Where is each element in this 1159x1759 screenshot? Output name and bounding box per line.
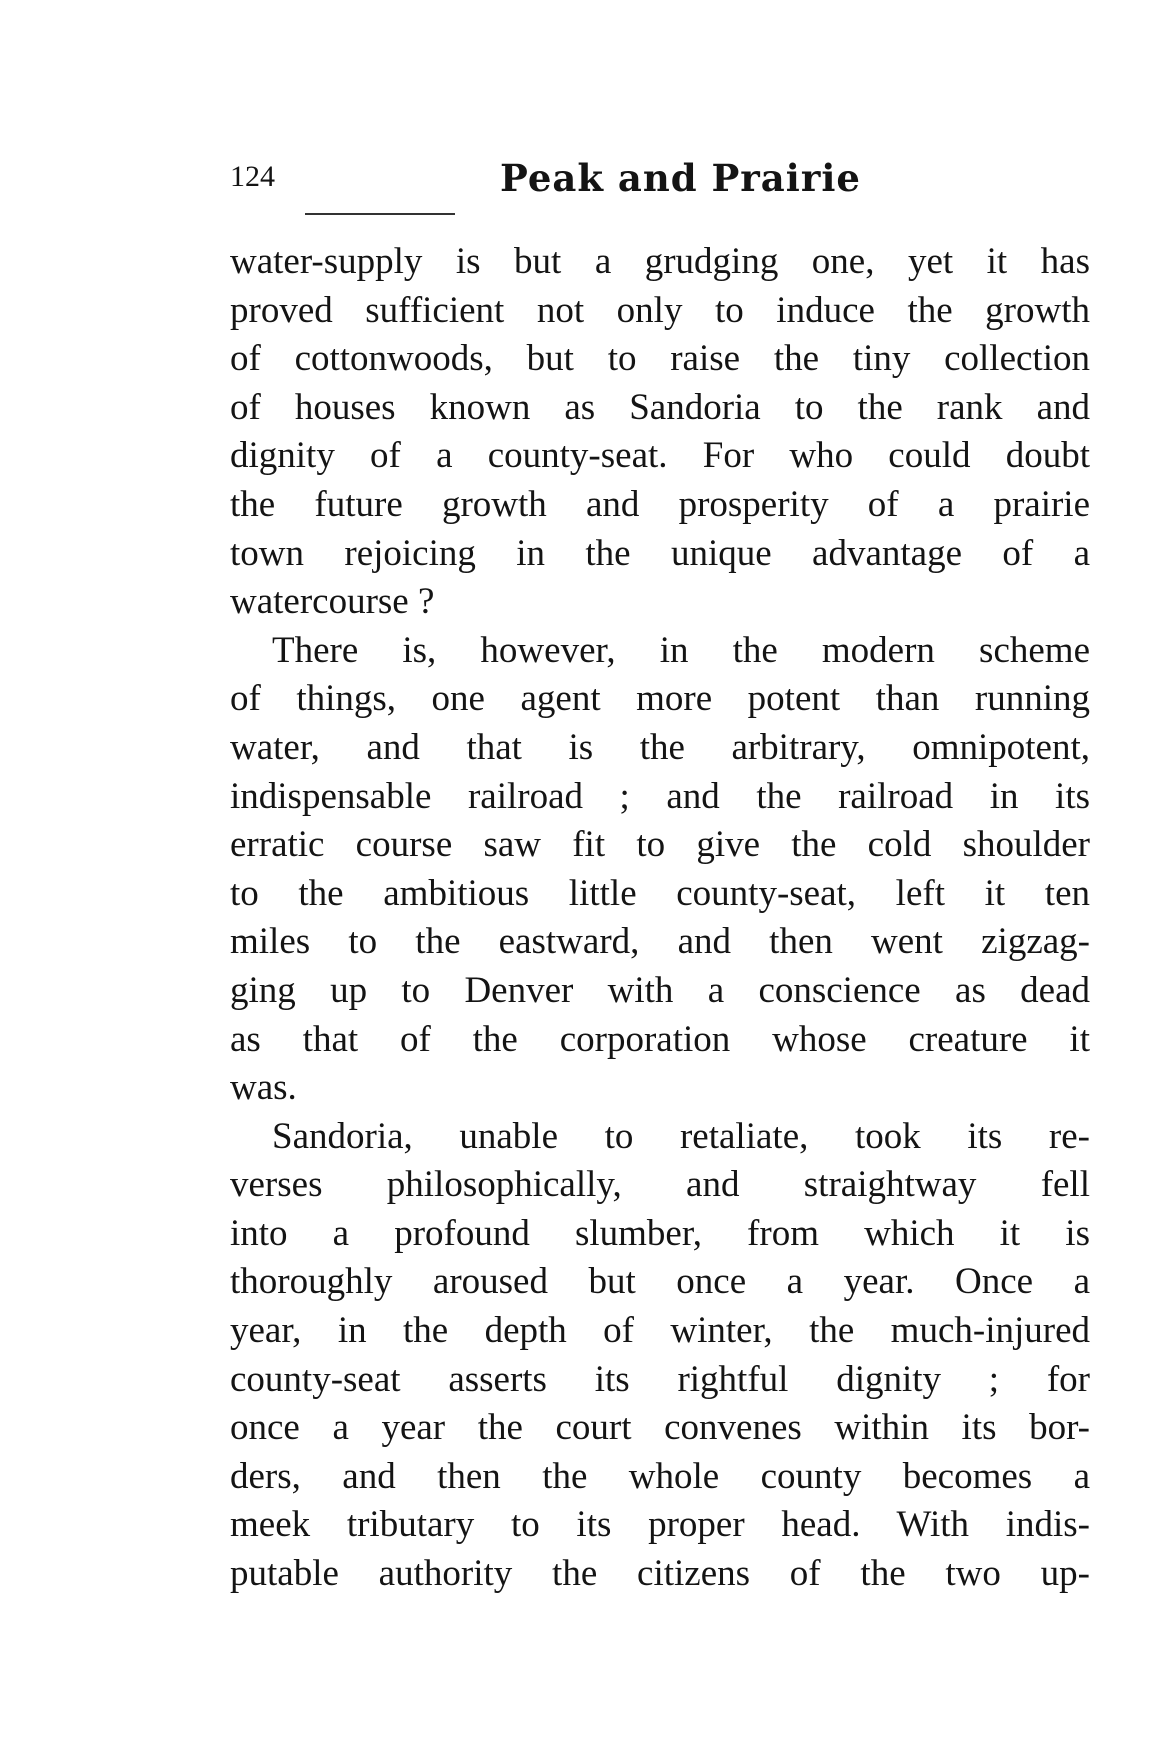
text-line: Sandoria, unable to retaliate, took its re- bbox=[272, 1115, 1090, 1157]
text-line: There is, however, in the modern scheme bbox=[272, 629, 1090, 671]
text-line: watercourse ? bbox=[230, 581, 435, 623]
text-line: of things, one agent more potent than running bbox=[230, 678, 1090, 720]
body-text bbox=[230, 238, 1090, 1599]
text-line: water, and that is the arbitrary, omnipotent, bbox=[230, 726, 1090, 768]
text-line: meek tributary to its proper head. With indis- bbox=[230, 1504, 1090, 1546]
text-line: the future growth and prosperity of a prairie bbox=[230, 483, 1090, 525]
text-line: county-seat asserts its rightful dignity ; for bbox=[230, 1358, 1090, 1400]
page-number: 124 bbox=[230, 160, 275, 193]
text-line: once a year the court convenes within its bor- bbox=[230, 1407, 1090, 1449]
paragraph-1 bbox=[230, 238, 1090, 627]
text-line: water-supply is but a grudging one, yet it has bbox=[230, 241, 1090, 282]
text-line: was. bbox=[230, 1067, 297, 1109]
page-header bbox=[230, 156, 1090, 206]
paragraph-2 bbox=[230, 627, 1090, 1113]
text-line: dignity of a county-seat. For who could doubt bbox=[230, 435, 1090, 477]
text-line: ging up to Denver with a conscience as dead bbox=[230, 969, 1090, 1011]
text-line: into a profound slumber, from which it is bbox=[230, 1212, 1090, 1254]
text-line: town rejoicing in the unique advantage of a bbox=[230, 532, 1090, 574]
text-line: proved sufficient not only to induce the growth bbox=[230, 289, 1090, 331]
header-rule bbox=[305, 213, 455, 215]
text-line: ders, and then the whole county becomes a bbox=[230, 1455, 1090, 1497]
text-line: as that of the corporation whose creature it bbox=[230, 1018, 1090, 1060]
text-line: verses philosophically, and straightway fell bbox=[230, 1164, 1090, 1206]
text-line: of cottonwoods, but to raise the tiny collection bbox=[230, 338, 1090, 380]
paragraph-3 bbox=[230, 1113, 1090, 1599]
text-line: indispensable railroad ; and the railroad in its bbox=[230, 775, 1090, 817]
text-line: to the ambitious little county-seat, left it ten bbox=[230, 872, 1090, 914]
running-title: Peak and Prairie bbox=[500, 156, 861, 200]
text-line: of houses known as Sandoria to the rank and bbox=[230, 386, 1090, 428]
text-line: putable authority the citizens of the two up- bbox=[230, 1553, 1090, 1595]
text-line: year, in the depth of winter, the much-injured bbox=[230, 1310, 1090, 1352]
text-line: miles to the eastward, and then went zigzag- bbox=[230, 921, 1090, 963]
text-line: thoroughly aroused but once a year. Once a bbox=[230, 1261, 1090, 1303]
text-line: erratic course saw fit to give the cold shoulder bbox=[230, 824, 1090, 866]
